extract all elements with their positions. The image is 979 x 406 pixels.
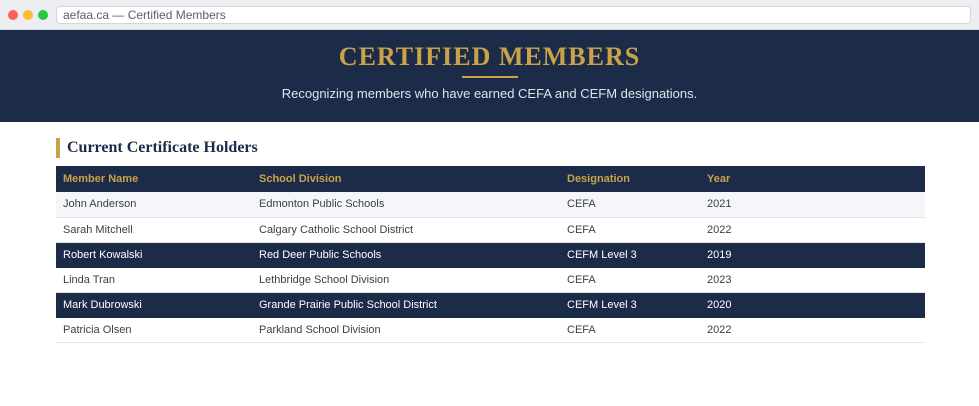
- maximize-window-button[interactable]: [38, 10, 48, 20]
- address-bar[interactable]: aefaa.ca — Certified Members: [56, 6, 971, 24]
- cell-year: 2022: [700, 217, 925, 242]
- browser-chrome: [0, 0, 979, 30]
- minimize-window-button[interactable]: [23, 10, 33, 20]
- cell-member-name: Mark Dubrowski: [56, 292, 252, 317]
- cell-year: 2023: [700, 267, 925, 292]
- members-table: [56, 166, 925, 343]
- cell-designation: CEFA: [560, 317, 700, 342]
- cell-year: 2019: [700, 242, 925, 267]
- table-row: [56, 192, 925, 217]
- table-header-row: [56, 166, 925, 192]
- title-underline: [462, 76, 518, 78]
- page-hero: [0, 30, 979, 122]
- column-header-year: Year: [700, 166, 925, 192]
- main-content: [0, 122, 979, 343]
- section-accent-bar: [56, 138, 60, 158]
- table-row: [56, 242, 925, 267]
- cell-year: 2020: [700, 292, 925, 317]
- cell-designation: CEFA: [560, 192, 700, 217]
- column-header-school-division: School Division: [252, 166, 560, 192]
- section-heading: [56, 138, 925, 158]
- cell-school-division: Edmonton Public Schools: [252, 192, 560, 217]
- cell-school-division: Lethbridge School Division: [252, 267, 560, 292]
- cell-designation: CEFM Level 3: [560, 242, 700, 267]
- close-window-button[interactable]: [8, 10, 18, 20]
- section-title: Current Certificate Holders: [67, 139, 258, 156]
- column-header-designation: Designation: [560, 166, 700, 192]
- cell-school-division: Grande Prairie Public School District: [252, 292, 560, 317]
- table-row: [56, 317, 925, 342]
- table-row: [56, 292, 925, 317]
- cell-school-division: Parkland School Division: [252, 317, 560, 342]
- cell-designation: CEFM Level 3: [560, 292, 700, 317]
- cell-member-name: Linda Tran: [56, 267, 252, 292]
- cell-designation: CEFA: [560, 217, 700, 242]
- cell-member-name: Sarah Mitchell: [56, 217, 252, 242]
- window-controls: [8, 10, 48, 20]
- table-row: [56, 267, 925, 292]
- cell-year: 2021: [700, 192, 925, 217]
- cell-school-division: Calgary Catholic School District: [252, 217, 560, 242]
- page-title: CERTIFIED MEMBERS: [338, 42, 641, 71]
- cell-designation: CEFA: [560, 267, 700, 292]
- page-subtitle: Recognizing members who have earned CEFA and CEFM designations.: [281, 86, 698, 101]
- cell-school-division: Red Deer Public Schools: [252, 242, 560, 267]
- cell-member-name: Robert Kowalski: [56, 242, 252, 267]
- column-header-member-name: Member Name: [56, 166, 252, 192]
- table-row: [56, 217, 925, 242]
- cell-member-name: John Anderson: [56, 192, 252, 217]
- cell-member-name: Patricia Olsen: [56, 317, 252, 342]
- cell-year: 2022: [700, 317, 925, 342]
